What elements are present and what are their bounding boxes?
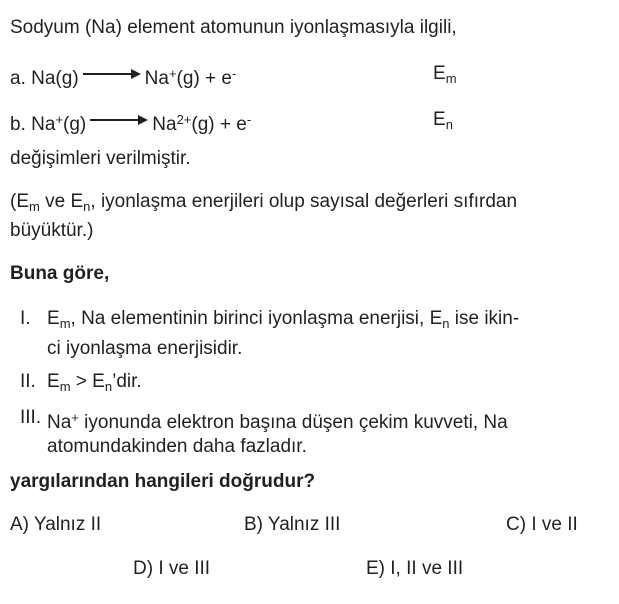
reaction-b-product-base: Na bbox=[152, 114, 177, 135]
reaction-a-electron-charge: - bbox=[232, 66, 237, 81]
statement-ii-part1: E bbox=[47, 371, 60, 392]
note-open: (E bbox=[10, 191, 29, 212]
reaction-a-product-rest: (g) + e bbox=[176, 68, 232, 89]
reaction-b-product-rest: (g) + e bbox=[191, 114, 247, 135]
note-mid2: , iyonlaşma enerjileri olup sayısal değerleri sıfırdan bbox=[90, 191, 518, 212]
reaction-b-label: b. bbox=[10, 114, 26, 135]
statement-i-part2: , Na elementinin birinci iyonlaşma enerjisi, E bbox=[70, 308, 443, 329]
reaction-b bbox=[10, 108, 453, 137]
reaction-a-label: a. bbox=[10, 68, 26, 89]
energy-em-base: E bbox=[433, 63, 446, 84]
statement-i-part3: ise ikin- bbox=[449, 308, 520, 329]
statement-iii-part1: Na bbox=[47, 412, 72, 433]
question-text: yargılarından hangileri doğrudur? bbox=[10, 471, 316, 492]
statement-i-part1: E bbox=[47, 308, 60, 329]
reaction-b-reactant-rest: (g) bbox=[63, 114, 87, 135]
statement-iii-sup1: + bbox=[71, 410, 79, 425]
option-b[interactable]: B) Yalnız III bbox=[244, 514, 341, 535]
statement-ii-part2: > E bbox=[70, 371, 105, 392]
note-line-1 bbox=[10, 190, 517, 219]
option-e[interactable]: E) I, II ve III bbox=[366, 558, 464, 579]
intro-text: Sodyum (Na) element atomunun iyonlaşmasıyla ilgili, bbox=[10, 17, 457, 38]
energy-en-base: E bbox=[433, 109, 446, 130]
energy-en bbox=[433, 108, 453, 137]
statement-iii-line-2: atomundakinden daha fazladır. bbox=[47, 436, 307, 457]
statement-iii-line-1 bbox=[47, 406, 508, 435]
reaction-a-product-charge: + bbox=[168, 66, 177, 81]
reaction-a bbox=[10, 62, 457, 91]
note-sub-n: n bbox=[83, 199, 91, 214]
note-sub-m: m bbox=[29, 199, 40, 214]
energy-em-sub: m bbox=[445, 71, 457, 86]
reaction-b-electron-charge: - bbox=[246, 112, 252, 127]
statement-i-sub2: n bbox=[442, 316, 450, 331]
statement-iii-part2: iyonunda elektron başına düşen çekim kuvveti, Na bbox=[78, 412, 508, 433]
option-d[interactable]: D) I ve III bbox=[133, 558, 211, 579]
energy-en-sub: n bbox=[445, 117, 453, 132]
reaction-arrow-icon bbox=[83, 62, 141, 86]
option-c[interactable]: C) I ve II bbox=[506, 514, 578, 535]
energy-em bbox=[433, 62, 457, 91]
statement-i-line-2: ci iyonlaşma enerjisidir. bbox=[47, 338, 243, 359]
option-a[interactable]: A) Yalnız II bbox=[10, 514, 102, 535]
statement-ii-line-1 bbox=[47, 370, 142, 399]
reaction-a-product-base: Na bbox=[144, 68, 169, 89]
reaction-b-reactant-charge: + bbox=[55, 112, 64, 127]
statement-numeral: II. bbox=[20, 371, 36, 392]
statement-numeral: III. bbox=[20, 407, 42, 428]
statement-numeral: I. bbox=[20, 308, 31, 329]
statement-ii-sub1: m bbox=[59, 379, 71, 394]
lead-text: Buna göre, bbox=[10, 263, 110, 284]
reaction-b-product-charge: 2+ bbox=[176, 112, 192, 127]
reaction-b-reactant-base: Na bbox=[31, 114, 56, 135]
statement-ii-part3: ’dir. bbox=[112, 371, 142, 392]
statement-ii-sub2: n bbox=[104, 379, 113, 394]
note-line-2: büyüktür.) bbox=[10, 220, 94, 241]
note-mid1: ve E bbox=[39, 191, 84, 212]
given-text: değişimleri verilmiştir. bbox=[10, 148, 191, 169]
reaction-a-reactant: Na(g) bbox=[31, 68, 79, 89]
statement-i-line-1 bbox=[47, 307, 519, 336]
reaction-arrow-icon bbox=[90, 108, 148, 132]
statement-i-sub1: m bbox=[59, 316, 71, 331]
